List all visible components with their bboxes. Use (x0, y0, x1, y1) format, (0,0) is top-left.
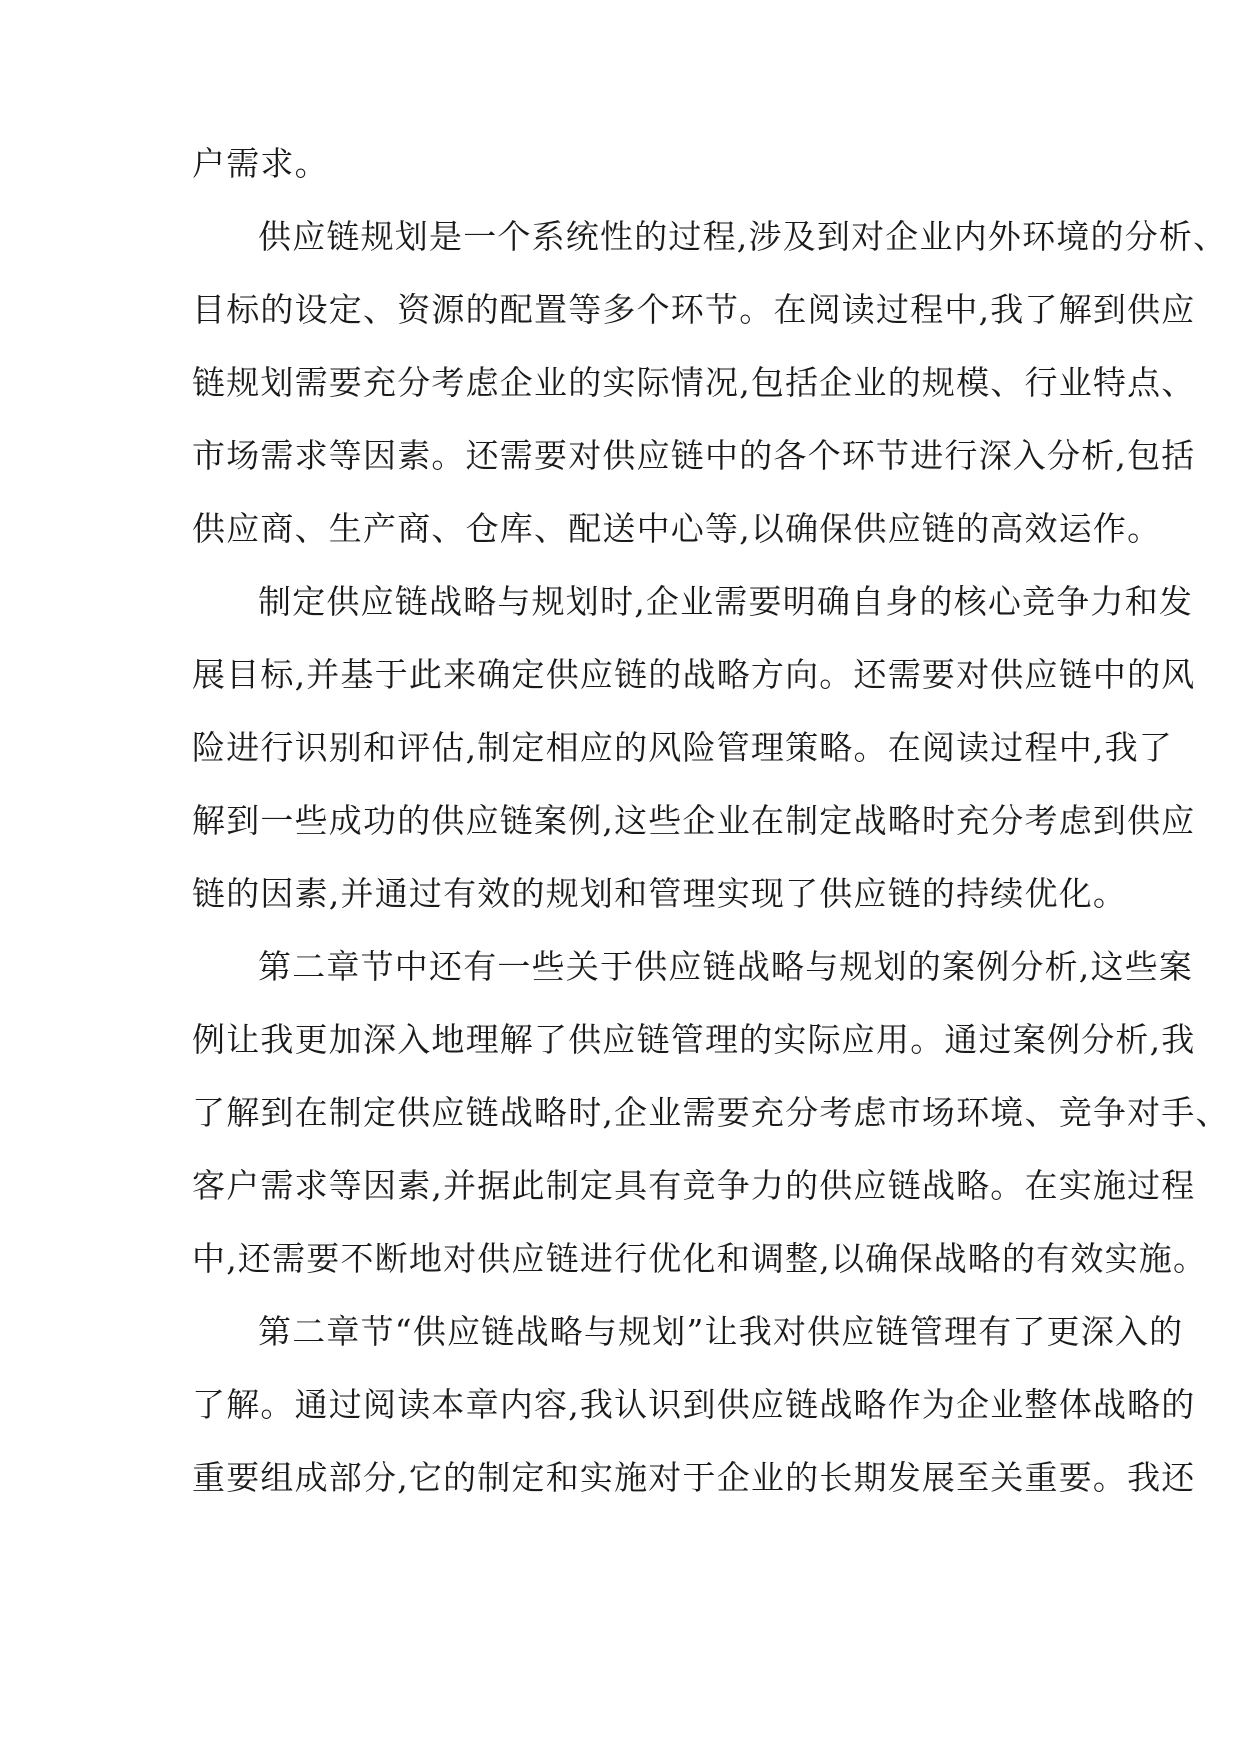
text-line: 制定供应链战略与规划时,企业需要明确自身的核心竞争力和发 (258, 582, 1194, 621)
text-line: 目标的设定、资源的配置等多个环节。在阅读过程中,我了解到供应 (192, 290, 1196, 329)
text-line: 了解到在制定供应链战略时,企业需要充分考虑市场环境、竞争对手、 (192, 1093, 1230, 1132)
text-line: 客户需求等因素,并据此制定具有竞争力的供应链战略。在实施过程 (192, 1166, 1196, 1205)
text-line: 例让我更加深入地理解了供应链管理的实际应用。通过案例分析,我 (192, 1020, 1196, 1059)
text-line: 第二章节“供应链战略与规划”让我对供应链管理有了更深入的 (258, 1312, 1184, 1351)
text-line: 第二章节中还有一些关于供应链战略与规划的案例分析,这些案 (258, 947, 1194, 986)
text-line: 供应链规划是一个系统性的过程,涉及到对企业内外环境的分析、 (258, 217, 1228, 256)
text-line: 户需求。 (192, 144, 329, 183)
text-line: 展目标,并基于此来确定供应链的战略方向。还需要对供应链中的风 (192, 655, 1196, 694)
text-line: 链规划需要充分考虑企业的实际情况,包括企业的规模、行业特点、 (192, 363, 1196, 402)
body-text (192, 144, 1230, 1531)
text-line: 解到一些成功的供应链案例,这些企业在制定战略时充分考虑到供应 (192, 801, 1196, 840)
text-line: 险进行识别和评估,制定相应的风险管理策略。在阅读过程中,我了 (192, 728, 1173, 767)
text-line: 供应商、生产商、仓库、配送中心等,以确保供应链的高效运作。 (192, 509, 1162, 548)
text-line: 重要组成部分,它的制定和实施对于企业的长期发展至关重要。我还 (192, 1458, 1196, 1497)
text-line: 了解。通过阅读本章内容,我认识到供应链战略作为企业整体战略的 (192, 1385, 1196, 1424)
text-line: 链的因素,并通过有效的规划和管理实现了供应链的持续优化。 (192, 874, 1128, 913)
text-line: 市场需求等因素。还需要对供应链中的各个环节进行深入分析,包括 (192, 436, 1196, 475)
text-line: 中,还需要不断地对供应链进行优化和调整,以确保战略的有效实施。 (192, 1239, 1208, 1278)
